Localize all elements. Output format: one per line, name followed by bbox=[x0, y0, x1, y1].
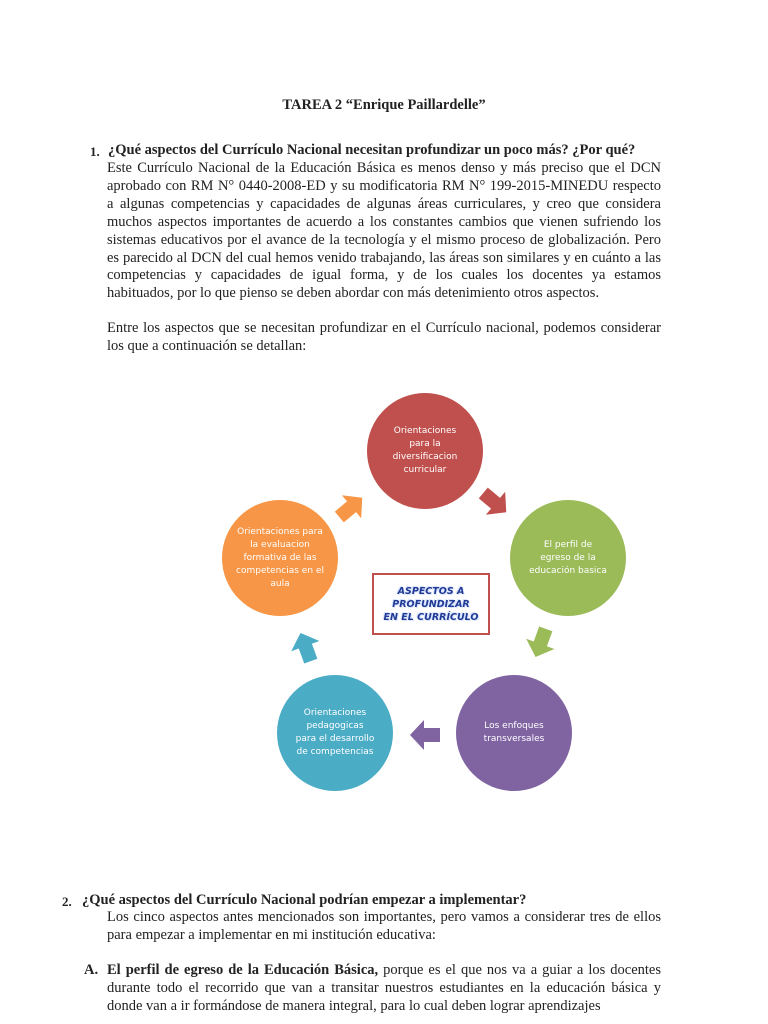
arrow-2-icon bbox=[521, 624, 559, 662]
center-label-box bbox=[372, 573, 490, 635]
document-title: TAREA 2 “Enrique Paillardelle” bbox=[282, 97, 486, 113]
question-1-paragraph-1: Este Currículo Nacional de la Educación Básica es menos denso y más preciso que el DCN aprobado con RM N° 0440-2008-ED y su modificatoria RM N° 199-2015-MINEDU respecto a algunas competencias y capacidades de algunas áreas curriculares, y creo que considera muchos aspectos importantes de acuerdo a los constantes cambios que vienen sufriendo los sistemas educativos por el avance de la tecnología y el mismo proceso de globalización. Pero es parecido al DCN del cual hemos venido trabajando, las áreas son similares y en cuánto a las competencias y capacidades de igual forma, y de los cuales los docentes ya estamos habituados, por lo que pienso se deben abordar con más detenimiento otros aspectos. bbox=[107, 160, 661, 302]
question-1-number: 1. bbox=[90, 144, 100, 159]
question-1-heading: ¿Qué aspectos del Currículo Nacional necesitan profundizar un poco más? ¿Por qué? bbox=[108, 142, 636, 158]
question-2-heading: ¿Qué aspectos del Currículo Nacional podrían empezar a implementar? bbox=[82, 892, 527, 908]
node-transversal-approaches bbox=[456, 675, 572, 791]
node-transversal-approaches-label: Los enfoques transversales bbox=[483, 721, 545, 744]
arrow-5-icon bbox=[330, 486, 372, 528]
node-graduate-profile-label: El perfil de egreso de la educación basica bbox=[529, 539, 607, 576]
item-a-paragraph bbox=[107, 962, 661, 1016]
arrow-3-icon bbox=[410, 720, 440, 750]
node-pedagogical-orientations-label: Orientaciones pedagogicas para el desarrollo de competencias bbox=[295, 708, 375, 757]
node-diversification bbox=[367, 393, 483, 509]
question-1-paragraph-2: Entre los aspectos que se necesitan profundizar en el Currículo nacional, podemos considerar los que a continuación se detallan: bbox=[107, 320, 661, 354]
node-graduate-profile bbox=[510, 500, 626, 616]
item-a-letter: A. bbox=[84, 962, 99, 978]
item-a-text: porque es el que nos va a guiar a los docentes durante todo el recorrido que van a transitar nuestros estudiantes en la educación básica y donde van a ir formándose de manera integral, para lo cual deben lograr aprendizajes bbox=[107, 962, 661, 1014]
node-formative-evaluation bbox=[222, 500, 338, 616]
node-pedagogical-orientations bbox=[277, 675, 393, 791]
question-2-number: 2. bbox=[62, 894, 72, 909]
arrow-4-icon bbox=[286, 628, 324, 666]
item-a-bold-lead: El perfil de egreso de la Educación Básica, bbox=[107, 962, 379, 978]
node-diversification-label: Orientaciones para la diversificacion curricular bbox=[392, 426, 458, 475]
question-2-paragraph-1: Los cinco aspectos antes mencionados son importantes, pero vamos a considerar tres de ellos para empezar a implementar en mi institución educativa: bbox=[107, 909, 661, 943]
center-label: ASPECTOS A PROFUNDIZAR EN EL CURRÍCULO bbox=[383, 585, 479, 623]
arrow-1-icon bbox=[474, 482, 516, 524]
node-formative-evaluation-label: Orientaciones para la evaluacion formativa de las competencias en el aula bbox=[236, 526, 324, 589]
